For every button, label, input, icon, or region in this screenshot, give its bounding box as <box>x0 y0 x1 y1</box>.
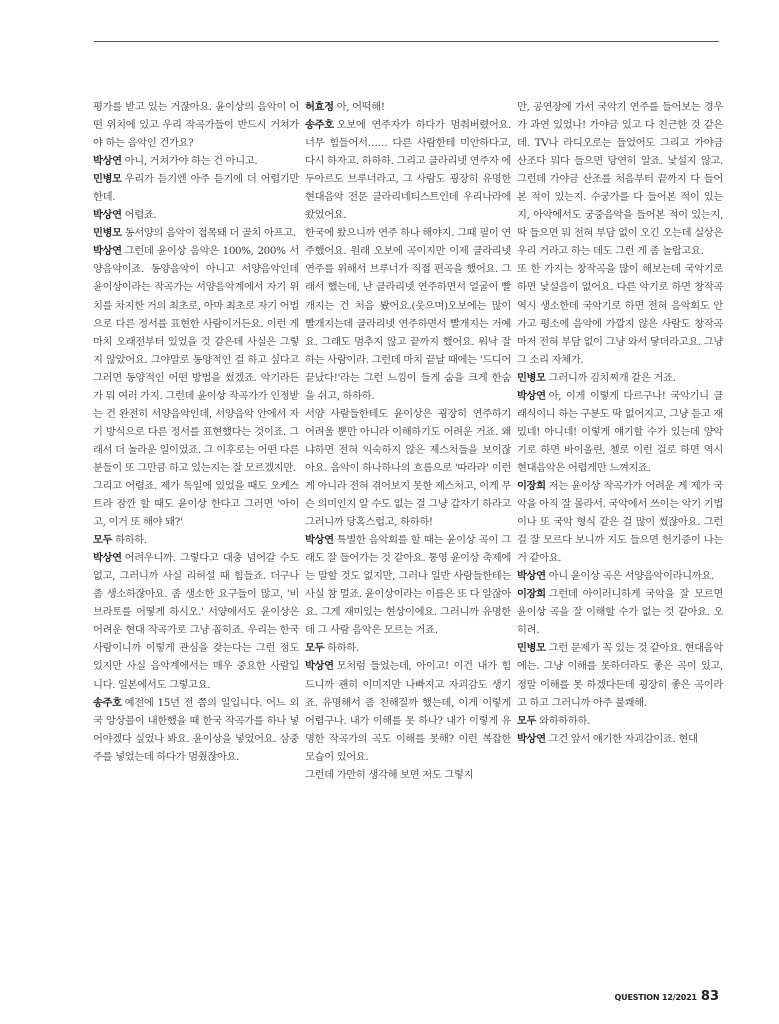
speaker-name: 모두 <box>305 642 325 655</box>
paragraph <box>93 170 299 206</box>
paragraph-text: 예전에 15년 전 쯤의 일입니다. 어느 외국 앙상블이 내한했을 때 한국 작곡가를 하나 넣어야겠다 싶었나 봐요. 윤이상을 넣었어요. 삼중주를 넣었는데 하다가 멈췄잖아요. <box>93 696 299 763</box>
paragraph-text: 와하하하하. <box>539 714 591 727</box>
speaker-name: 박상연 <box>517 389 546 402</box>
speaker-name: 송주호 <box>93 696 122 709</box>
paragraph-text: 저는 윤이상 작곡가가 어려운 게 제가 국악을 아직 잘 몰라서. 국악에서 쓰이는 악기 기법이나 또 국악 형식 같은 걸 많이 썼잖아요. 그런 걸 잘 모르다 보니까 지도 들으면 헌기증이 나는 거 같아요. <box>517 479 723 565</box>
paragraph <box>305 639 511 657</box>
top-rule <box>94 41 719 42</box>
speaker-name: 송주호 <box>305 119 334 132</box>
paragraph <box>93 549 299 693</box>
paragraph-text: 그런데 아이러니하게 국악을 잘 모르면 윤이상 곡을 잘 이해할 수가 없는 것 같아요. 오히려. <box>517 588 723 637</box>
paragraph-text: 서양 사람들한테도 윤이상은 굉장히 연주하기 어려울 뿐만 아니라 이해하기도 어려운 거죠. 왜냐하면 전혀 익숙하지 않은 제스처들을 보이잖아요. 음악이 하나하나의 흐름으로 '따라라' 이런 게 아니라 전혀 겪어보지 못한 제스처고, 이게 무슨 의미인지 알 수도 없는 걸 그냥 갑자기 하라고 그러니까 당혹스럽고, 하하하! <box>305 407 511 529</box>
speaker-name: 모두 <box>517 714 537 727</box>
paragraph <box>517 567 723 585</box>
paragraph-text: 그러니까 김치찌개 같은 거죠. <box>548 371 676 384</box>
speaker-name: 박상연 <box>93 209 122 222</box>
paragraph-text: 그런데 윤이상 음악은 100%, 200% 서양음악이죠. 동양음악이 아니고 서양음악인데 윤이상이라는 작곡가는 서양음악계에서 자기 위치를 차지한 거의 최초로, 아마 최초로 자기 어법으로 다른 정서를 표현한 사람이거든요. 이런 게 마치 오래전부터 있었을 것 같은데 사실은 그렇지 않았어요. 그야말로 동양적인 걸 하고 싶다고 그러면 동양적인 어떤 방법을 썼겠죠. 악기라든가 뭐 여러 가지. 그런데 윤이상 작곡가가 인정받는 건 완전히 서양음악인데, 서양음악 안에서 자기 방식으로 다른 정서를 표현했다는 것이죠. 그래서 더 놀라운 일이었죠. 그 이후로는 어떤 다른 분들이 또 그만큼 하고 있는지는 잘 모르겠지만. <box>93 245 299 474</box>
paragraph-text: 우리가 듣기엔 아주 듣기에 더 어렵기만 한데. <box>93 173 299 204</box>
speaker-name: 민병모 <box>517 371 546 384</box>
paragraph <box>517 712 723 730</box>
paragraph <box>93 224 299 242</box>
paragraph-text: 동서양의 음악이 접목돼 더 골치 아프고. <box>124 227 296 240</box>
paragraph <box>93 242 299 477</box>
paragraph <box>517 639 723 711</box>
magazine-issue: QUESTION 12/2021 <box>614 993 697 1002</box>
speaker-name: 박상연 <box>93 155 122 168</box>
paragraph-text: 한국에 왔으니까 연주 하나 해야지. 그때 필이 연주했어요. 원래 오보에 곡이지만 이제 클라리넷 연주를 위해서 브루너가 직접 편곡을 했어요. 그래서 했는데, 난 클라리넷 연주하면서 얼굴이 빨개지는 건 처음 봤어요.(웃으며)오보에는 많이 빨개지는데 클라리넷 연주하면서 빨개지는 거예요. 그래도 멈추지 않고 끝까지 했어요. 워낙 잘하는 사람이라. 그런데 마치 끝날 때에는 '드디어 끝났다!'라는 그런 느낌이 들게 숨을 크게 한숨을 쉬고, 하하하. <box>305 227 511 402</box>
paragraph-text: 그리고 어렵죠. 제가 독일에 있었을 때도 오케스트라 잠깐 할 때도 윤이상 한다고 그러면 '아이고, 이거 또 해야 돼?' <box>93 479 299 529</box>
paragraph <box>93 206 299 224</box>
speaker-name: 박상연 <box>93 245 122 258</box>
speaker-name: 민병모 <box>93 227 122 240</box>
paragraph-text: 어려우니까. 그렇다고 대충 넘어갈 수도 없고, 그러니까 사실 리허설 때 힘들죠. 더구나 좀 생소하잖아요. 좀 생소한 요구들이 많고, '비브라토를 어떻게 하시오.' 서양에서도 윤이상은 어려운 현대 작곡가로 그냥 꼽히죠. 우리는 한국 사람이니까 이렇게 관심을 갖는다는 그런 점도 있지만 사실 음악계에서는 매우 중요한 사람입니다. 일본에서도 그렇고요. <box>93 552 299 691</box>
paragraph <box>305 98 511 116</box>
paragraph <box>93 531 299 549</box>
paragraph-text: 특별한 음악회를 할 때는 윤이상 곡이 그래도 잘 들어가는 것 같아요. 통영 윤이상 축제에는 말할 것도 없지만, 그러나 일반 사람들한테는 사실 참 멀죠. 윤이상이라는 이름은 또 다 알잖아요. 그게 재미있는 현상이에요. 그러니까 유명한데 그 사람 음악은 모르는 거죠. <box>305 534 511 637</box>
paragraph-text: 오보에 연주자가 하다가 멈춰버렸어요. 너무 힘들어서…… 다른 사람한테 미안하다고, 다시 하자고. 하하하. 그리고 클라리넷 연주자 에두아르도 브루너라고, 그 사람도 굉장히 유명한 현대음악 전문 클라리네티스트인데 우리나라에 왔었어요. <box>305 119 511 222</box>
paragraph-text: 하하하. <box>327 642 359 655</box>
paragraph-text: 하하하. <box>115 534 147 547</box>
paragraph-text: 평가를 받고 있는 거잖아요. 윤이상의 음악이 어떤 위치에 있고 우리 작곡가들이 반드시 거쳐가야 하는 음악인 건가요? <box>93 101 299 150</box>
paragraph-text: 아, 어떡해! <box>336 101 385 113</box>
paragraph <box>517 477 723 567</box>
speaker-name: 모두 <box>93 534 113 547</box>
paragraph <box>93 98 299 152</box>
paragraph <box>517 387 723 477</box>
paragraph <box>305 766 511 784</box>
text-column-1 <box>93 98 299 766</box>
speaker-name: 민병모 <box>517 642 546 655</box>
paragraph <box>517 98 723 260</box>
speaker-name: 박상연 <box>517 732 546 745</box>
speaker-name: 박상연 <box>305 534 334 547</box>
paragraph <box>305 405 511 531</box>
paragraph <box>305 531 511 639</box>
paragraph <box>93 477 299 531</box>
page-footer <box>615 989 719 1004</box>
speaker-name: 박상연 <box>517 570 546 583</box>
paragraph <box>93 694 299 766</box>
paragraph-text: 또 한 가지는 창작곡을 많이 해보는데 국악기로 하면 낯설음이 없어요. 다른 악기로 하면 창작곡 역시 생소한데 국악기로 하면 전혀 음악회도 안 가고 평소에 음악에 가깝지 않은 사람도 창작곡마저 전혀 부담 없이 그냥 와서 닿더라고요. 그냥 그 소리 자체가. <box>517 263 723 366</box>
paragraph-text: 아니, 거쳐가야 하는 건 아니고. <box>124 155 258 168</box>
paragraph <box>517 730 723 748</box>
speaker-name: 박상연 <box>93 552 122 565</box>
paragraph <box>517 585 723 639</box>
paragraph-text: 그런 문제가 꼭 있는 것 같아요. 현대음악에는. 그냥 이해를 못하더라도 좋은 곡이 있고, 정말 이해를 못 하겠다든데 굉장히 좋은 곡이라고 하고 그러니까 아주 불쾌해. <box>517 642 723 709</box>
paragraph <box>517 369 723 387</box>
text-column-3 <box>517 98 723 748</box>
paragraph <box>305 116 511 224</box>
speaker-name: 허효정 <box>305 101 334 113</box>
paragraph-text: 그런데 가만히 생각해 보면 저도 그렇지 <box>305 768 474 781</box>
text-column-2 <box>305 98 511 784</box>
paragraph <box>305 224 511 404</box>
paragraph-text: 아니 윤이상 곡은 서양음악이라니까요. <box>548 570 714 583</box>
paragraph-text: 그건 앞서 얘기한 자괴감이죠. 현대 <box>548 732 698 745</box>
paragraph <box>305 657 511 765</box>
speaker-name: 박상연 <box>305 660 334 673</box>
paragraph <box>93 152 299 170</box>
speaker-name: 민병모 <box>93 173 122 186</box>
paragraph-text: 모처럼 들었는데, 아이고! 이건 내가 힘드니까 괜히 이미지만 나빠지고 자괴감도 생기죠. 유명해서 좀 친해질까 했는데, 이게 이렇게 어렵구나. 내가 이해를 못 하나? 내가 이렇게 유명한 작곡가의 곡도 이해를 못해? 이런 복잡한 모습이 있어요. <box>305 660 511 763</box>
speaker-name: 이장희 <box>517 479 546 492</box>
paragraph-text: 어렵죠. <box>124 209 157 222</box>
paragraph-text: 아, 이게 이렇게 다르구나! 국악기니 클래식이니 하는 구분도 딱 없어지고, 그냥 듣고 재밌네! 아니네! 이렇게 얘기할 수가 있는데 양악기로 하면 바이올린, 첼로 이런 걸로 하면 역시 현대음악은 어렵게만 느껴지죠. <box>517 389 723 474</box>
page-number: 83 <box>700 989 719 1004</box>
paragraph <box>517 260 723 368</box>
speaker-name: 이장희 <box>517 588 546 601</box>
paragraph-text: 만, 공연장에 가서 국악기 연주를 들어보는 경우가 과연 있었나! 가야금 있고 다 친근한 것 같은데. TV나 라디오로는 들었어도 그리고 가야금 산조다 뭐다 들으면 당연히 알죠. 낯설지 않고. 그런데 가야금 산조를 처음부터 끝까지 다 들어본 적이 있는지. 수궁가를 다 들어본 적이 있는지, 아악에서도 궁중음악을 들어본 적이 있는지, 딱 들으면 뭐 전혀 부담 없이 오긴 오는데 실상은 우리 거라고 하는 데도 그런 게 좀 놀랍고요. <box>517 101 723 258</box>
